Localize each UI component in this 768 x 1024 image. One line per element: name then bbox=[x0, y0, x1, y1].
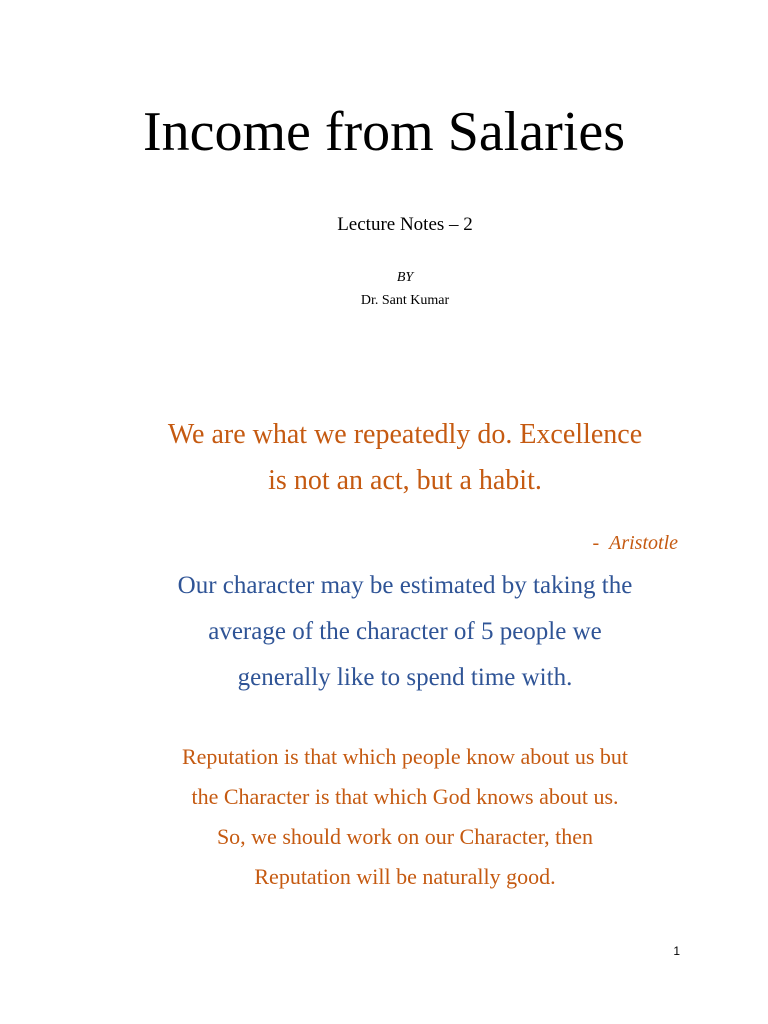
attribution-name: Aristotle bbox=[609, 532, 678, 554]
author-name: Dr. Sant Kumar bbox=[360, 293, 450, 308]
page-number: 1 bbox=[673, 944, 680, 958]
quote-line: the Character is that which God knows about us. bbox=[191, 784, 619, 809]
quote-line: Reputation will be naturally good. bbox=[254, 864, 556, 889]
quote-line: We are what we repeatedly do. Excellence bbox=[167, 419, 643, 450]
excellence-quote bbox=[0, 412, 768, 504]
attribution-dash: - bbox=[592, 532, 600, 554]
quote-line: Our character may be estimated by taking the bbox=[177, 572, 633, 599]
reputation-quote bbox=[0, 737, 768, 897]
page-title: Income from Salaries bbox=[142, 101, 626, 163]
quote-line: is not an act, but a habit. bbox=[268, 465, 542, 496]
by-label: BY bbox=[396, 270, 414, 285]
character-quote bbox=[0, 563, 768, 701]
quote-line: generally like to spend time with. bbox=[237, 664, 573, 691]
quote-line: average of the character of 5 people we bbox=[208, 618, 602, 645]
quote-attribution bbox=[592, 532, 678, 555]
page-subtitle: Lecture Notes – 2 bbox=[337, 214, 473, 235]
quote-line: So, we should work on our Character, then bbox=[216, 824, 594, 849]
quote-line: Reputation is that which people know about us but bbox=[181, 744, 629, 769]
